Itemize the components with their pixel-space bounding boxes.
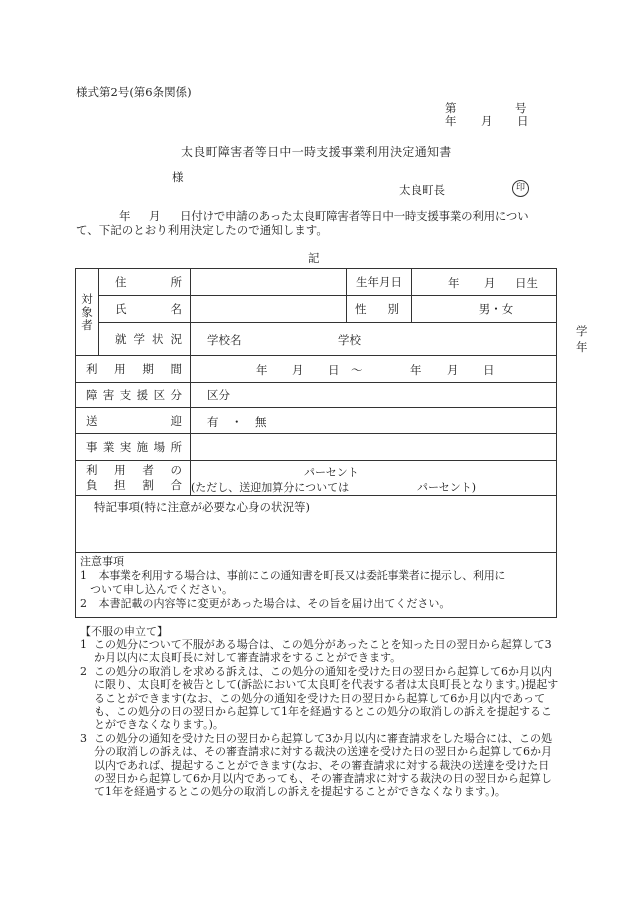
birth-tsuki: 月 — [484, 276, 496, 290]
sex-label — [347, 296, 412, 323]
subject-char-2: 象 — [81, 304, 93, 319]
appeal-item-1 — [80, 638, 560, 665]
notes-title: 注意事項 — [80, 555, 124, 568]
sex-value — [412, 296, 557, 323]
note-2 — [80, 597, 556, 611]
sex-char-2: 別 — [387, 302, 399, 316]
category-char-5: 区 — [153, 388, 166, 402]
location-label — [76, 434, 191, 461]
period-hi-1: 日 — [328, 363, 340, 377]
row-burden — [76, 461, 557, 496]
school-name-label: 学校名 — [207, 333, 242, 347]
burden-l1-char-1: 利 — [86, 463, 98, 477]
category-char-4: 援 — [136, 388, 149, 402]
category-value-text: 区分 — [207, 388, 230, 402]
transport-yes: 有 — [207, 414, 219, 429]
ki-label: 記 — [308, 251, 320, 265]
note-1-line2: ついて申し込んでください。 — [90, 583, 233, 596]
school-value — [191, 323, 557, 356]
appeal-item-2 — [80, 665, 560, 732]
birth-value — [412, 269, 557, 296]
seal-icon — [512, 180, 529, 197]
subject-label — [76, 269, 99, 356]
intro-tsuki: 月 — [149, 209, 161, 223]
category-char-1: 障 — [86, 388, 98, 402]
school-suffix: 学校 — [338, 333, 361, 347]
recipient-suffix: 様 — [172, 170, 184, 184]
school-char-4: 況 — [170, 332, 182, 346]
transport-dot: ・ — [231, 414, 243, 429]
row-period — [76, 356, 557, 383]
doc-number-dai: 第 — [445, 101, 457, 115]
school-char-3: 状 — [152, 332, 164, 346]
location-char-3: 実 — [119, 440, 132, 454]
burden-value — [191, 461, 557, 496]
note-1-line1: 本事業を利用する場合は、事前にこの通知書を町長又は委託事業者に提示し、利用に — [98, 569, 506, 582]
note-1 — [80, 569, 556, 583]
row-school — [76, 323, 557, 356]
period-nen-2: 年 — [410, 363, 422, 377]
school-status-label — [99, 323, 191, 356]
location-char-2: 業 — [102, 440, 115, 454]
burden-l1-char-4: の — [170, 463, 182, 477]
period-value — [191, 356, 557, 383]
grade-suffix: 学年 — [576, 324, 588, 354]
row-remarks — [76, 496, 557, 553]
period-tilde: ～ — [351, 363, 363, 377]
category-value — [191, 383, 557, 408]
period-char-3: 期 — [142, 362, 154, 376]
period-char-1: 利 — [86, 362, 98, 376]
form-label: 様式第2号(第6条関係) — [76, 85, 192, 99]
category-label — [76, 383, 191, 408]
doc-number — [445, 101, 525, 115]
appeal-item-3-num: 3 — [80, 731, 87, 745]
burden-l2-char-2: 担 — [114, 478, 126, 492]
burden-percent: パーセント — [304, 466, 359, 479]
remarks-cell — [76, 496, 557, 553]
burden-l1-char-2: 用 — [114, 463, 126, 477]
category-char-3: 支 — [119, 388, 132, 402]
doc-date-nen: 年 — [445, 114, 457, 128]
doc-date-hi: 日 — [517, 114, 529, 128]
period-nen-1: 年 — [256, 363, 268, 377]
row-category — [76, 383, 557, 408]
transport-value — [191, 408, 557, 434]
name-value — [191, 296, 347, 323]
seal-char: 印 — [515, 183, 525, 193]
row-location — [76, 434, 557, 461]
address-label — [99, 269, 191, 296]
doc-date — [445, 114, 535, 128]
sex-value-text: 男・女 — [478, 302, 514, 316]
appeal-list — [80, 638, 560, 799]
form-table — [75, 268, 588, 618]
transport-char-2: 迎 — [170, 413, 182, 428]
row-transport — [76, 408, 557, 434]
location-value — [191, 434, 557, 461]
burden-l2-char-3: 割 — [142, 478, 154, 492]
burden-note-prefix: (ただし、送迎加算分については — [191, 481, 350, 494]
doc-number-go: 号 — [515, 101, 527, 115]
school-char-1: 就 — [115, 332, 127, 346]
row-name — [76, 296, 557, 323]
doc-date-tsuki: 月 — [481, 114, 493, 128]
burden-l2-char-4: 合 — [170, 478, 182, 492]
transport-label — [76, 408, 191, 434]
burden-l2-char-1: 負 — [86, 478, 98, 492]
period-tsuki-2: 月 — [447, 363, 459, 377]
name-label — [99, 296, 191, 323]
appeal-item-2-text: この処分の取消しを求める訴えは、この処分の通知を受けた日の翌日から起算して6か月以内に限り、太良町を被告として(訴訟において太良町を代表する者は太良町長となります。)提起することができます(なお、この処分の通知を受けた日の翌日から起算して6か月以内であっても、この処分の日の翌日から起算して1年を経過するとこの処分の取消しの訴えを提起することができなくなります。)。 — [94, 664, 559, 732]
burden-note-suffix: パーセント) — [417, 481, 477, 494]
name-char-1: 氏 — [115, 302, 127, 316]
transport-no: 無 — [255, 414, 267, 429]
period-hi-2: 日 — [483, 363, 495, 377]
location-char-4: 施 — [136, 440, 149, 454]
row-address — [76, 269, 557, 296]
burden-label — [76, 461, 191, 496]
period-tsuki-1: 月 — [292, 363, 304, 377]
appeal-item-1-text: この処分について不服がある場合は、この処分があったことを知った日の翌日から起算して3か月以内に太良町長に対して審査請求をすることができます。 — [94, 638, 552, 665]
page-title: 太良町障害者等日中一時支援事業利用決定通知書 — [181, 145, 452, 159]
note-2-line1: 本書記載の内容等に変更があった場合は、その旨を届け出てください。 — [98, 597, 451, 610]
category-char-6: 分 — [170, 388, 182, 402]
address-char-2: 所 — [170, 275, 182, 289]
appeal-item-2-num: 2 — [80, 664, 87, 678]
appeal-title: 【不服の申立て】 — [80, 625, 168, 638]
transport-char-1: 送 — [86, 413, 98, 428]
birth-label — [347, 269, 412, 296]
name-char-2: 名 — [170, 302, 182, 316]
period-char-4: 間 — [170, 362, 182, 376]
period-char-2: 用 — [114, 362, 126, 376]
school-char-2: 学 — [133, 332, 145, 346]
subject-char-1: 対 — [81, 291, 93, 306]
location-char-1: 事 — [86, 440, 98, 454]
period-label — [76, 356, 191, 383]
address-char-1: 住 — [115, 275, 127, 289]
note-2-num: 2 — [80, 597, 87, 610]
sex-char-1: 性 — [355, 302, 367, 316]
row-notes — [76, 553, 557, 618]
address-value — [191, 269, 347, 296]
intro-line-2: て、下記のとおり利用決定したので通知します。 — [76, 223, 328, 237]
birth-hi: 日生 — [515, 276, 538, 290]
birth-nen: 年 — [448, 276, 460, 290]
appeal-item-1-num: 1 — [80, 638, 87, 651]
location-char-5: 場 — [153, 440, 166, 454]
birth-label-text: 生年月日 — [356, 275, 402, 289]
burden-l1-char-3: 者 — [142, 463, 154, 477]
category-char-2: 害 — [102, 388, 115, 402]
remarks-label: 特記事項(特に注意が必要な心身の状況等) — [94, 500, 310, 514]
location-char-6: 所 — [170, 440, 182, 454]
subject-char-3: 者 — [81, 317, 93, 332]
issuer: 太良町長 — [399, 183, 445, 197]
appeal-item-3 — [80, 732, 560, 799]
intro-line-1-rest: 日付けで申請のあった太良町障害者等日中一時支援事業の利用につい — [180, 209, 529, 223]
notes-cell — [76, 553, 557, 618]
note-1-num: 1 — [80, 569, 87, 582]
appeal-item-3-text: この処分の通知を受けた日の翌日から起算して3か月以内に審査請求をした場合には、この処分の取消しの訴えは、その審査請求に対する裁決の送達を受けた日の翌日から起算して6か月以内であれば、提起することができます(なお、その審査請求に対する裁決の送達を受けた日の翌日から起算して6か月以内であっても、その審査請求に対する裁決の日の翌日から起算して1年を経過するとこの処分の取消しの訴えを提起することができなくなります。)。 — [94, 731, 552, 799]
intro-nen: 年 — [119, 209, 131, 223]
